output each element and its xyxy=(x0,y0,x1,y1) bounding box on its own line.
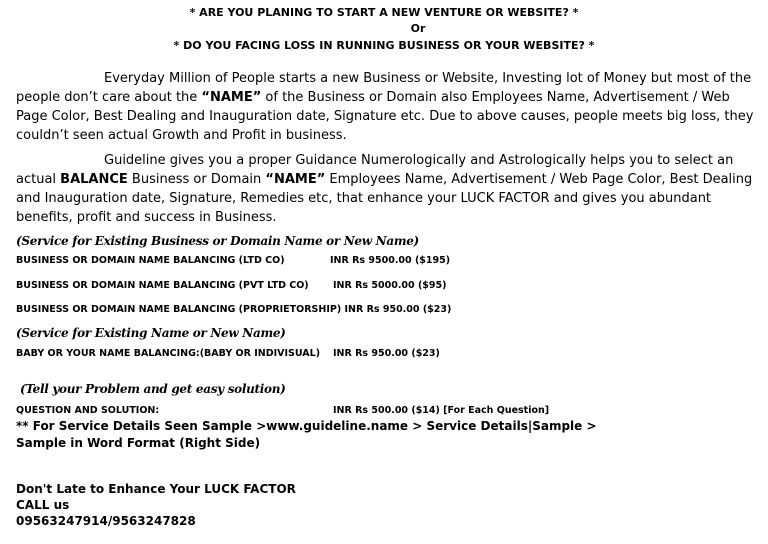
intro-p2-balance: BALANCE xyxy=(60,172,128,187)
service-row-baby-label: BABY OR YOUR NAME BALANCING:(BABY OR INDIVISUAL) xyxy=(16,348,321,359)
intro-p1-name: “NAME” xyxy=(201,90,262,105)
service-row-ltd-label: BUSINESS OR DOMAIN NAME BALANCING (LTD CO) xyxy=(16,255,285,266)
headline-or: Or xyxy=(410,22,426,35)
service-row-pvt-label: BUSINESS OR DOMAIN NAME BALANCING (PVT LTD CO) xyxy=(16,280,309,291)
section-name-title: (Service for Existing Name or New Name) xyxy=(16,326,286,340)
service-row-question-label: QUESTION AND SOLUTION: xyxy=(16,405,160,416)
headline-line-1: * ARE YOU PLANING TO START A NEW VENTURE OR WEBSITE? * xyxy=(189,6,579,19)
intro-p2-text-c: Employees Name, Advertisement / Web Page Color, Best Dealing and Inauguration date, Signature, Remedies etc, that enhance your LUCK FACTOR and gives you abundant benefits, profit and success in Business. xyxy=(16,172,753,225)
service-row-proprietorship: BUSINESS OR DOMAIN NAME BALANCING (PROPRIETORSHIP) INR Rs 950.00 ($23) xyxy=(16,304,452,315)
contact-phone: 09563247914/9563247828 xyxy=(16,514,196,528)
headline-line-2: * DO YOU FACING LOSS IN RUNNING BUSINESS OR YOUR WEBSITE? * xyxy=(173,39,595,52)
intro-paragraph-2 xyxy=(16,151,762,227)
intro-p2-name: “NAME” xyxy=(265,172,326,187)
service-row-baby-price: INR Rs 950.00 ($23) xyxy=(333,348,440,359)
contact-tagline: Don't Late to Enhance Your LUCK FACTOR xyxy=(16,482,296,496)
service-row-question-price: INR Rs 500.00 ($14) [For Each Question] xyxy=(333,405,550,416)
section-problem-title: (Tell your Problem and get easy solution) xyxy=(20,382,286,396)
service-row-ltd-price: INR Rs 9500.00 ($195) xyxy=(330,255,451,266)
intro-p2-text-b: Business or Domain xyxy=(127,172,266,187)
service-row-pvt-price: INR Rs 5000.00 ($95) xyxy=(333,280,447,291)
intro-p2-text-a: Guideline gives you a proper Guidance Numerologically and Astrologically helps you to select an actual xyxy=(16,153,734,187)
intro-p1-text-b: of the Business or Domain also Employees Name, Advertisement / Web Page Color, Best Dealing and Inauguration date, Signature etc. Due to above causes, people meets big loss, they couldn’t seen actual Growth and Profit in business. xyxy=(16,90,754,143)
sample-details-line-1: ** For Service Details Seen Sample >www.guideline.name > Service Details|Sample > xyxy=(16,419,597,433)
sample-details-line-2: Sample in Word Format (Right Side) xyxy=(16,436,261,450)
intro-paragraph-1 xyxy=(16,69,762,145)
intro-p1-text-a: Everyday Million of People starts a new Business or Website, Investing lot of Money but most of the people don’t care about the xyxy=(16,71,752,105)
section-business-title: (Service for Existing Business or Domain Name or New Name) xyxy=(16,234,419,248)
contact-call-us: CALL us xyxy=(16,498,70,512)
